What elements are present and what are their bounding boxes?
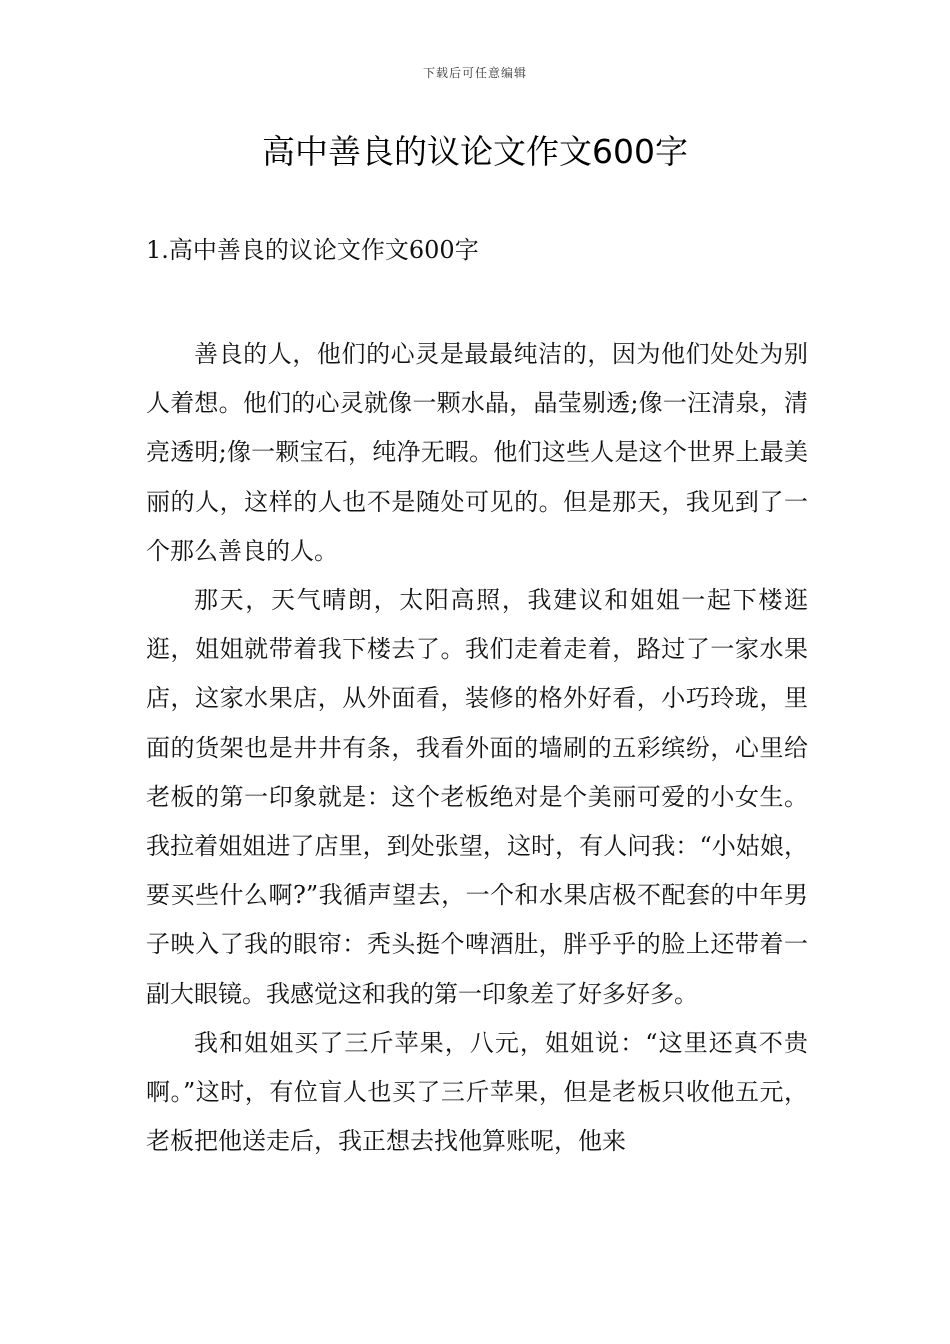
paragraph-3: 我和姐姐买了三斤苹果，八元，姐姐说：“这里还真不贵啊。”这时，有位盲人也买了三斤苹果，但是老板只收他五元，老板把他送走后，我正想去找他算账呢，他来 [146, 1028, 808, 1156]
document-title: 高中善良的议论文作文600字 [262, 132, 688, 171]
paragraph-1: 善良的人，他们的心灵是最最纯洁的，因为他们处处为别人着想。他们的心灵就像一颗水晶，晶莹剔透;像一汪清泉，清亮透明;像一颗宝石，纯净无暇。他们这些人是这个世界上最美丽的人，这样的人也不是随处可见的。但是那天，我见到了一个那么善良的人。 [146, 340, 808, 565]
document-body [146, 330, 808, 1166]
section-heading: 1.高中善良的议论文作文600字 [146, 236, 479, 264]
header-note: 下载后可任意编辑 [422, 66, 527, 80]
paragraph-2: 那天，天气晴朗，太阳高照，我建议和姐姐一起下楼逛逛，姐姐就带着我下楼去了。我们走着走着，路过了一家水果店，这家水果店，从外面看，装修的格外好看，小巧玲珑，里面的货架也是井井有条，我看外面的墙刷的五彩缤纷，心里给老板的第一印象就是：这个老板绝对是个美丽可爱的小女生。我拉着姐姐进了店里，到处张望，这时，有人问我：“小姑娘，要买些什么啊?”我循声望去，一个和水果店极不配套的中年男子映入了我的眼帘：秃头挺个啤酒肚，胖乎乎的脸上还带着一副大眼镜。我感觉这和我的第一印象差了好多好多。 [146, 586, 808, 1008]
